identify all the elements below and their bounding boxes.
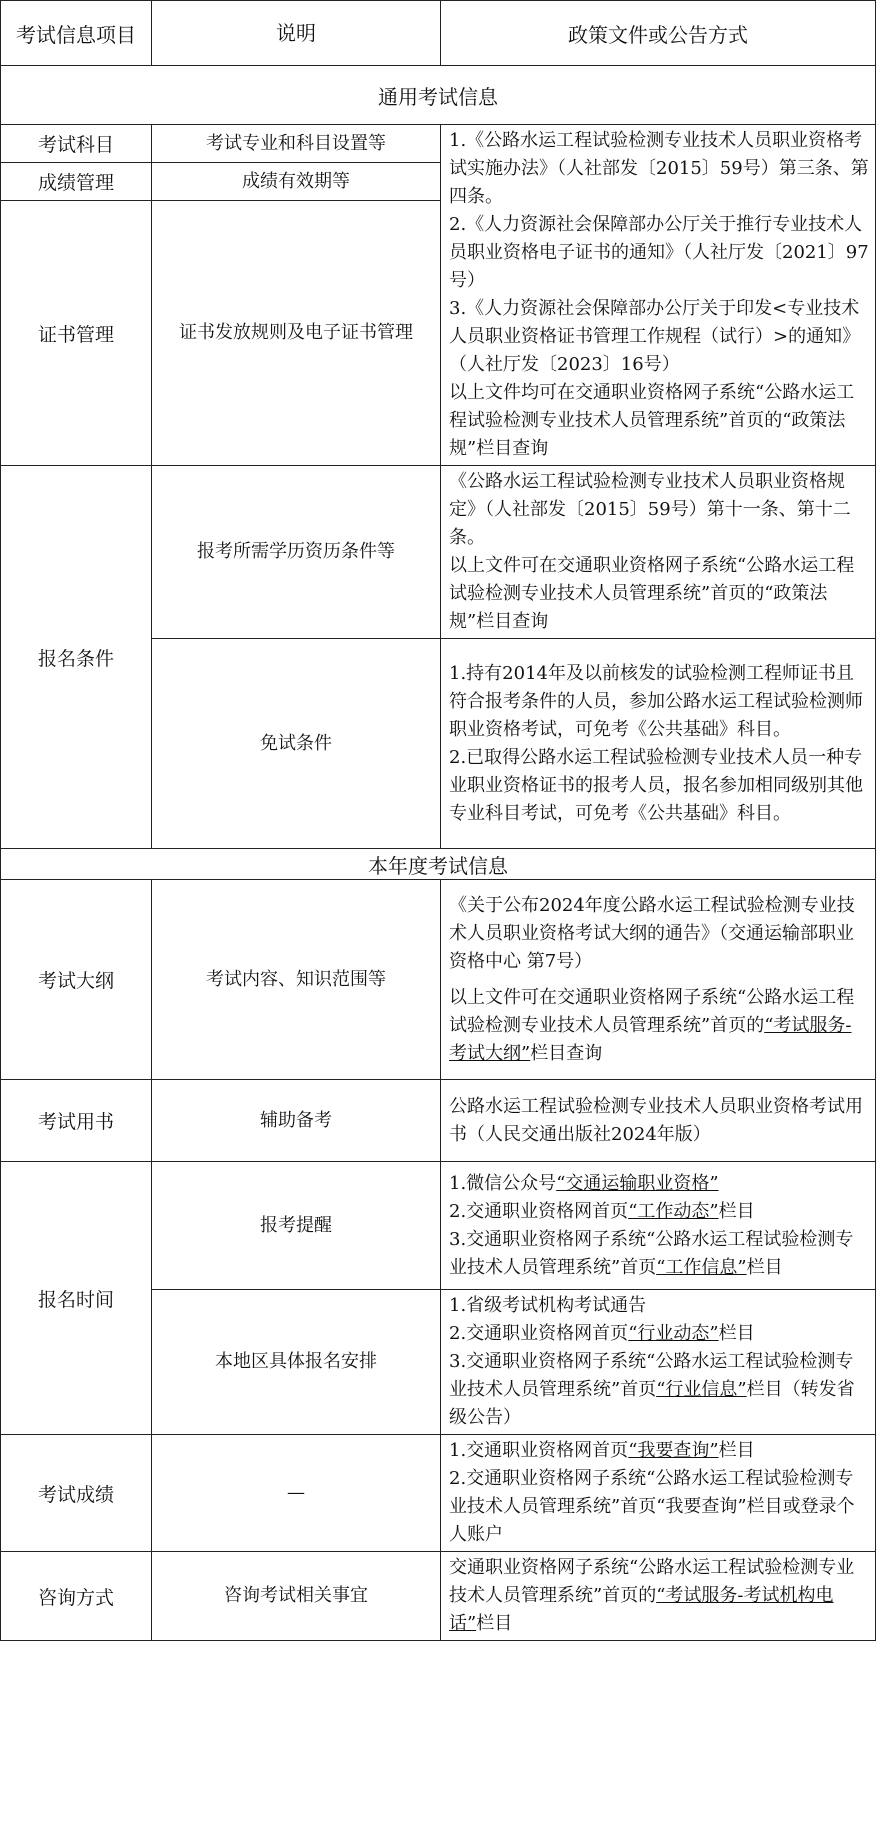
table-row [1, 1162, 876, 1290]
desc-syllabus: 考试内容、知识范围等 [152, 880, 441, 1080]
policy-text: 2.《人力资源社会保障部办公厅关于推行专业技术人员职业资格电子证书的通知》（人社厅发〔2021〕97号） [449, 214, 869, 291]
policy-text: 《关于公布2024年度公路水运工程试验检测专业技术人员职业资格考试大纲的通告》（交通运输部职业资格中心 第7号） [449, 894, 855, 972]
policy-text [449, 1226, 869, 1282]
item-scores: 考试成绩 [1, 1435, 152, 1552]
table-row [1, 1080, 876, 1162]
desc-edu: 报考所需学历资历条件等 [152, 466, 441, 639]
text-post: 栏目 [718, 1440, 755, 1461]
policy-text: 《公路水运工程试验检测专业技术人员职业资格规定》（人社部发〔2015〕59号）第十一条、第十二条。 [449, 471, 851, 548]
section-general-title: 通用考试信息 [1, 66, 876, 125]
policy-text: 以上文件可在交通职业资格网子系统“公路水运工程试验检测专业技术人员管理系统”首页的“政策法规”栏目查询 [449, 555, 855, 632]
text-post: 栏目 [746, 1256, 783, 1278]
policy-text: 1.省级考试机构考试通告 [449, 1295, 647, 1316]
policy-text: 2.已取得公路水运工程试验检测专业技术人员一种专业职业资格证书的报考人员，报名参加相同级别其他专业科目考试，可免考《公共基础》科目。 [449, 746, 863, 824]
text-post: 栏目 [718, 1323, 755, 1344]
policy-text: 以上文件均可在交通职业资格网子系统“公路水运工程试验检测专业技术人员管理系统”首页的“政策法规”栏目查询 [449, 382, 855, 459]
text-pre: 1.交通职业资格网首页 [449, 1440, 629, 1461]
policy-text [449, 984, 869, 1068]
table-header-row [1, 1, 876, 66]
syllabus-link[interactable]: “考试服务-考试大纲” [449, 1014, 852, 1064]
desc-scores: — [152, 1435, 441, 1552]
desc-consult: 咨询考试相关事宜 [152, 1552, 441, 1641]
local-policy-cell [441, 1290, 876, 1435]
desc-exempt: 免试条件 [152, 639, 441, 849]
text-pre: 2.交通职业资格网首页 [449, 1323, 629, 1344]
policy-text: 3.《人力资源社会保障部办公厅关于印发<专业技术人员职业资格证书管理工作规程（试行）>的通知》（人社厅发〔2023〕16号） [449, 298, 861, 375]
query-link[interactable]: “我要查询” [628, 1440, 719, 1461]
item-reg-time: 报名时间 [1, 1162, 152, 1435]
text-post: 栏目 [718, 1200, 755, 1222]
table-row [1, 125, 876, 163]
header-policy: 政策文件或公告方式 [441, 1, 876, 66]
header-desc: 说明 [152, 1, 441, 66]
policy-text [449, 1320, 869, 1348]
industry-info-link[interactable]: “行业信息” [656, 1379, 747, 1400]
item-registration: 报名条件 [1, 466, 152, 849]
reminder-policy-cell [441, 1162, 876, 1290]
policy-text: 1.持有2014年及以前核发的试验检测工程师证书且符合报考条件的人员，参加公路水运工程试验检测师职业资格考试，可免考《公共基础》科目。 [449, 662, 863, 740]
consult-policy-cell [441, 1552, 876, 1641]
table-row [1, 1435, 876, 1552]
text-pre: 3.交通职业资格网子系统“公路水运工程试验检测专业技术人员管理系统”首页 [449, 1351, 854, 1400]
desc-cert-mgmt: 证书发放规则及电子证书管理 [152, 201, 441, 466]
policy-text-post: 栏目查询 [530, 1042, 603, 1064]
text-pre: 3.交通职业资格网子系统“公路水运工程试验检测专业技术人员管理系统”首页 [449, 1228, 854, 1278]
policy-text-pre: 以上文件可在交通职业资格网子系统“公路水运工程试验检测专业技术人员管理系统”首页的 [449, 986, 855, 1036]
table-row [1, 466, 876, 639]
policy-text: 2.交通职业资格网子系统“公路水运工程试验检测专业技术人员管理系统”首页“我要查询”栏目或登录个人账户 [449, 1468, 855, 1545]
work-info-link[interactable]: “工作信息” [656, 1256, 747, 1278]
item-books: 考试用书 [1, 1080, 152, 1162]
scores-policy-cell [441, 1435, 876, 1552]
exam-phone-link[interactable]: “考试服务-考试机构电话” [449, 1585, 834, 1634]
policy-text [449, 1437, 869, 1465]
section-current-title: 本年度考试信息 [1, 849, 876, 880]
item-score-mgmt: 成绩管理 [1, 163, 152, 201]
text-post: 栏目 [476, 1613, 513, 1634]
text-pre: 交通职业资格网子系统“公路水运工程试验检测专业技术人员管理系统”首页的 [449, 1557, 855, 1606]
general-policy-cell [441, 125, 876, 466]
header-item: 考试信息项目 [1, 1, 152, 66]
wechat-link[interactable]: “交通运输职业资格” [556, 1172, 719, 1194]
policy-text [449, 1170, 869, 1198]
item-subject: 考试科目 [1, 125, 152, 163]
policy-text: 1.《公路水运工程试验检测专业技术人员职业资格考试实施办法》（人社部发〔2015〕59号）第三条、第四条。 [449, 130, 869, 207]
section-current-row [1, 849, 876, 880]
text-pre: 1.微信公众号 [449, 1172, 557, 1194]
item-consult: 咨询方式 [1, 1552, 152, 1641]
syllabus-policy-cell [441, 880, 876, 1080]
desc-subject: 考试专业和科目设置等 [152, 125, 441, 163]
desc-score-mgmt: 成绩有效期等 [152, 163, 441, 201]
table-row [1, 1552, 876, 1641]
books-policy-cell: 公路水运工程试验检测专业技术人员职业资格考试用书（人民交通出版社2024年版） [441, 1080, 876, 1162]
industry-news-link[interactable]: “行业动态” [628, 1323, 719, 1344]
policy-text [449, 1348, 869, 1432]
item-cert-mgmt: 证书管理 [1, 201, 152, 466]
table-row [1, 880, 876, 1080]
work-news-link[interactable]: “工作动态” [628, 1200, 719, 1222]
desc-books: 辅助备考 [152, 1080, 441, 1162]
text-post: 栏目（转发省级公告） [449, 1379, 855, 1428]
exempt-policy-cell [441, 639, 876, 849]
text-pre: 2.交通职业资格网首页 [449, 1200, 629, 1222]
section-general-row [1, 66, 876, 125]
item-syllabus: 考试大纲 [1, 880, 152, 1080]
desc-local: 本地区具体报名安排 [152, 1290, 441, 1435]
edu-policy-cell [441, 466, 876, 639]
desc-reminder: 报考提醒 [152, 1162, 441, 1290]
policy-text [449, 1198, 869, 1226]
